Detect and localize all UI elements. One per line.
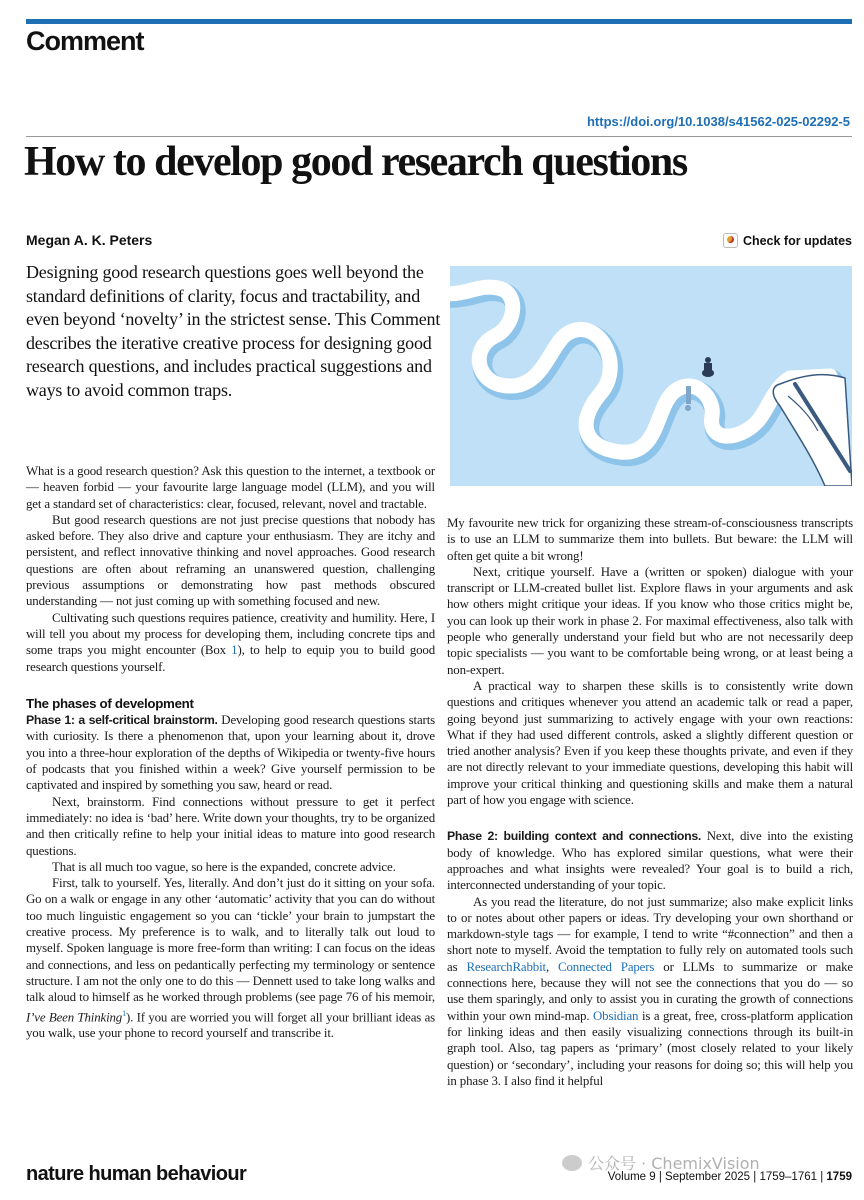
paragraph: That is all much too vague, so here is the expanded, concrete advice. (52, 859, 396, 874)
paragraph (447, 894, 853, 1090)
page-number: 1759 (826, 1171, 852, 1183)
right-column (447, 515, 853, 1089)
standfirst: Designing good research questions goes well beyond the standard definitions of clarity, focus and tractability, and even beyond ‘novelty’ in the strictest sense. This Comment describes the iterative creative process for designing good research questions, and includes practical suggestions and ways to avoid common traps. (26, 262, 441, 400)
article-illustration (450, 266, 852, 486)
text-run: ). If you are worried you will forget all your brilliant ideas as you walk, use your phone to record yourself and transcribe it. (26, 1009, 436, 1041)
watermark-text: 公众号 · ChemixVision (588, 1154, 760, 1173)
obsidian-link[interactable]: Obsidian (593, 1008, 639, 1023)
connected-papers-link[interactable]: Connected Papers (558, 959, 655, 974)
researchrabbit-link[interactable]: ResearchRabbit (466, 959, 546, 974)
phase-2-label: Phase 2: building context and connections. (447, 829, 702, 844)
volume-text: Volume 9 | September 2025 | 1759–1761 | (607, 1171, 827, 1183)
text-run: Next, dive into the existing body of knowledge. Who has explored similar questions, what were their approaches and what insights were revealed? Your goal is to build a rich, interconnected understanding of your topic. (447, 829, 853, 893)
section-heading: The phases of development (26, 695, 194, 711)
header-divider (26, 136, 852, 137)
paragraph: But good research questions are not just precise questions that nobody has asked before. They also drive and capture your enthusiasm. They are itchy and persistent, and reflect innovative thinking and novel approaches. Good research questions are often about reframing an unanswered question, challenging previous assumptions or demonstrating how past methods obscured understanding — not just coming up with something focused and new. (26, 512, 435, 609)
paragraph (447, 828, 853, 893)
text-run: is a great, free, cross-platform application for linking ideas and then easily visualizing connections through its built-in graph tool. Also, tag papers as ‘primary’ (most closely related to your likely question) or ‘secondary’, including your reasons for doing so; this will help you in phase 3. I also find it helpful (447, 1008, 853, 1088)
paragraph: Next, critique yourself. Have a (written or spoken) dialogue with your transcript or LLM-created bullet list. Explore flaws in your arguments and ask how others might critique your ideas. If you know who those critics might be, you can look up their work in phase 2. For maximal effectiveness, also talk with people who generally understand your field but who are not necessarily deep topic specialists — you want to be comfortable being wrong, or at least being a non-expert. (447, 564, 853, 677)
wechat-icon (562, 1155, 582, 1171)
text-run: Developing good research questions starts with curiosity. Is there a phenomenon that, upon your learning about it, drove you into a three-hour exploration of the depths of Wikipedia or twenty-five hours of podcasts that you finished within a week? Give yourself permission to be captivated and inspired by something you saw, heard or read. (26, 713, 435, 793)
author-name[interactable]: Megan A. K. Peters (26, 232, 153, 248)
paragraph (26, 875, 435, 1041)
text-run: Cultivating such questions requires patience, creativity and humility. Here, I will tell you about my process for developing them, including concrete tips and some traps you might encounter (Box (26, 610, 435, 658)
text-run: or LLMs to summarize or make connections here, because they will not see the connections that you do — so use them sparingly, and only to assist you in curating the growth of connections within your own mind-map. (447, 959, 853, 1023)
section-label: Comment (26, 26, 144, 56)
article-title: How to develop good research questions (24, 139, 687, 185)
journal-logo: nature human behaviour (26, 1163, 247, 1185)
paragraph: Next, brainstorm. Find connections without pressure to get it perfect immediately: no idea is ‘bad’ here. Write down your thoughts, try to be organized and then critically refine to help your initial ideas to mature into good research questions. (26, 794, 435, 858)
book-title: I’ve Been Thinking (26, 1009, 123, 1024)
drawing-hand (773, 375, 852, 486)
left-column (26, 463, 435, 1041)
text-run: , (545, 959, 559, 974)
paragraph: A practical way to sharpen these skills is to consistently write down questions and critiques whenever you attend an academic talk or read a paper, going beyond just summarizing to actively engage with your own reactions: What if they had used different controls, asked a slightly different question or tried another analysis? Even if you keep these thoughts private, and even if they are not directly relevant to your immediate questions, developing this habit will improve your critical thinking and questioning skills and make them a natural part of how you engage with science. (447, 678, 853, 808)
text-run: ), to help to equip you to build good research questions yourself. (26, 643, 435, 674)
check-for-updates-button[interactable] (723, 233, 852, 248)
winding-road-illustration (450, 266, 852, 486)
box-1-link[interactable]: 1 (231, 643, 238, 658)
paragraph: My favourite new trick for organizing these stream-of-consciousness transcripts is to use an LLM to summarize them into bullets. But beware: the LLM will often get quite a bit wrong! (447, 516, 853, 563)
check-updates-icon (723, 233, 738, 248)
paragraph: What is a good research question? Ask this question to the internet, a textbook or — heaven forbid — your favourite large language model (LLM), and you will get a standard set of characteristics: clear, focused, relevant, novel and tractable. (26, 464, 435, 511)
top-accent-bar (26, 19, 852, 24)
volume-info (608, 1171, 852, 1183)
spacer (447, 808, 853, 828)
paragraph (26, 610, 435, 675)
phase-1-label: Phase 1: a self-critical brainstorm. (26, 713, 218, 728)
text-run: First, talk to yourself. Yes, literally. And don’t just do it sitting on your sofa. Go on a walk or engage in any other ‘automatic’ activity that you can do without too much linguistic engagement so you can ‘tickle’ your brain to jumpstart the creative process. My preference is to walk, and to literally talk out loud to myself. Spoken language is more free-form than writing: I can focus on the ideas and connections, and less on pedantically perfecting my terminology or sentence structure. I am not the only one to do this — Dennett used to take long walks and talk aloud to himself as he worked through problems (see page 76 of his memoir, (26, 876, 435, 1005)
doi-link[interactable]: https://doi.org/10.1038/s41562-025-02292-5 (586, 114, 850, 129)
reference-1-link[interactable]: 1 (122, 1008, 126, 1018)
text-run: As you read the literature, do not just summarize; also make explicit links to or notes about other papers or ideas. Try developing your own shorthand or markdown-style tags — for example, I tend to write “#connection” and then a short note to myself. Avoid the temptation to fully rely on automated tools such as (447, 894, 853, 974)
check-updates-label: Check for updates (742, 233, 852, 248)
paragraph (26, 712, 435, 793)
